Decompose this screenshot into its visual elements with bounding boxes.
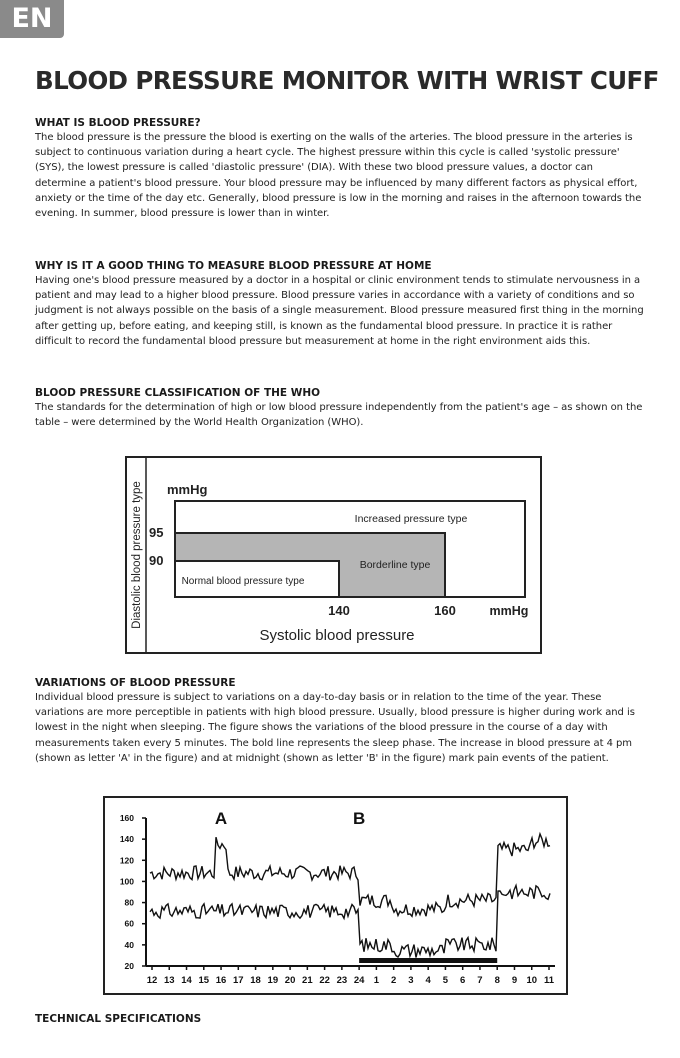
x-tick-label: 4 — [425, 975, 431, 986]
y-tick-95: 95 — [149, 525, 164, 540]
x-tick-160: 160 — [434, 603, 456, 618]
systolic-trace — [150, 834, 550, 916]
section-variations — [35, 677, 647, 766]
y-tick-label: 60 — [124, 918, 134, 929]
x-tick-label: 10 — [526, 975, 538, 986]
y-tick-label: 40 — [124, 939, 134, 950]
x-tick-label: 22 — [319, 975, 330, 986]
region-label-borderline: Borderline type — [359, 559, 431, 571]
section-why-measure — [35, 260, 647, 349]
x-tick-label: 19 — [267, 975, 279, 986]
page-title: BLOOD PRESSURE MONITOR WITH WRIST CUFF — [35, 66, 659, 95]
x-tick-label: 23 — [336, 975, 348, 986]
y-tick-label: 100 — [119, 876, 134, 887]
variation-figure — [103, 796, 568, 995]
x-tick-label: 24 — [353, 975, 365, 986]
region-label-increased: Increased pressure type — [354, 513, 468, 525]
language-badge: EN — [0, 0, 64, 38]
x-tick-label: 1 — [373, 975, 380, 986]
section-heading: WHY IS IT A GOOD THING TO MEASURE BLOOD PRESSURE AT HOME — [35, 260, 432, 272]
classification-chart — [127, 458, 540, 652]
y-tick-label: 120 — [119, 855, 134, 866]
event-marker-a: A — [214, 809, 228, 828]
y-axis-label: Diastolic blood pressure type — [131, 481, 143, 629]
x-tick-label: 3 — [408, 975, 414, 986]
x-tick-label: 11 — [543, 975, 555, 986]
event-marker-b: B — [352, 809, 366, 828]
x-tick-140: 140 — [328, 603, 350, 618]
x-tick-label: 7 — [477, 975, 483, 986]
section-heading: VARIATIONS OF BLOOD PRESSURE — [35, 677, 236, 689]
x-tick-label: 13 — [163, 975, 175, 986]
x-tick-label: 15 — [198, 975, 210, 986]
section-heading: BLOOD PRESSURE CLASSIFICATION OF THE WHO — [35, 387, 321, 399]
x-tick-label: 9 — [511, 975, 518, 986]
y-tick-label: 140 — [119, 834, 134, 845]
y-tick-label: 20 — [124, 961, 134, 971]
y-unit-label: mmHg — [167, 482, 208, 497]
x-tick-label: 18 — [250, 975, 261, 986]
x-tick-label: 17 — [233, 975, 244, 986]
x-tick-label: 14 — [181, 975, 192, 986]
x-tick-label: 20 — [284, 975, 296, 986]
section-technical-specs — [35, 1013, 647, 1026]
x-tick-label: 2 — [391, 975, 397, 986]
y-tick-label: 160 — [119, 813, 134, 823]
x-tick-label: 21 — [302, 975, 313, 986]
x-tick-label: 12 — [146, 975, 158, 986]
next-section-heading: TECHNICAL SPECIFICATIONS — [35, 1013, 202, 1025]
y-tick-90: 90 — [149, 553, 164, 568]
x-axis-label: Systolic blood pressure — [259, 627, 415, 644]
classification-figure — [125, 456, 542, 654]
x-tick-label: 8 — [494, 975, 500, 986]
y-tick-label: 80 — [124, 897, 134, 908]
section-text: Having one's blood pressure measured by a doctor in a hospital or clinic environment tends to stimulate nervousness in a patient and may lead to a higher blood pressure. Blood pressure varies in accordance with a variety of conditions and so judgment is not always possible on the basis of a single measurement. Blood pressure measured first thing in the morning after getting up, before eating, and keeping still, is known as the fundamental blood pressure. In practice it is rather difficult to record the fundamental blood pressure but measurement at home in the right environment aids this. — [35, 275, 644, 347]
section-text: The standards for the determination of high or low blood pressure independently from the patient's age – as shown on the table – were determined by the World Health Organization (WHO). — [35, 402, 643, 429]
region-label-normal: Normal blood pressure type — [181, 576, 305, 587]
section-heading: WHAT IS BLOOD PRESSURE? — [35, 117, 201, 129]
sleep-phase-bar — [359, 958, 497, 963]
x-unit-label: mmHg — [489, 604, 529, 618]
section-text: Individual blood pressure is subject to variations on a day-to-day basis or in relation to the time of the year. These variations are more perceptible in patients with high blood pressure. Usually, blood pressure is higher during work and is lowest in the night when sleeping. The figure shows the variations of the blood pressure in the course of a day with measurements taken every 5 minutes. The bold line represents the sleep phase. The increase in blood pressure at 4 pm (shown as letter 'A' in the figure) and at midnight (shown as letter 'B' in the figure) mark pain events of the patient. — [35, 692, 635, 764]
x-tick-label: 6 — [460, 975, 466, 986]
variation-chart — [105, 798, 566, 993]
section-what-is-bp — [35, 117, 647, 221]
section-text: The blood pressure is the pressure the blood is exerting on the walls of the arteries. The blood pressure in the arteries is subject to continuous variation during a heart cycle. The highest pressure within this cycle is called 'systolic pressure' (SYS), the lowest pressure is called 'diastolic pressure' (DIA). With these two blood pressure values, a doctor can determine a patient's blood pressure. Your blood pressure may be influenced by many different factors as physical effort, anxiety or the time of the day etc. Generally, blood pressure is low in the morning and raises in the afternoon towards the evening. In summer, blood pressure is lower than in winter. — [35, 132, 642, 220]
section-who-classification — [35, 387, 647, 430]
x-tick-label: 16 — [215, 975, 227, 986]
x-tick-label: 5 — [442, 975, 449, 986]
